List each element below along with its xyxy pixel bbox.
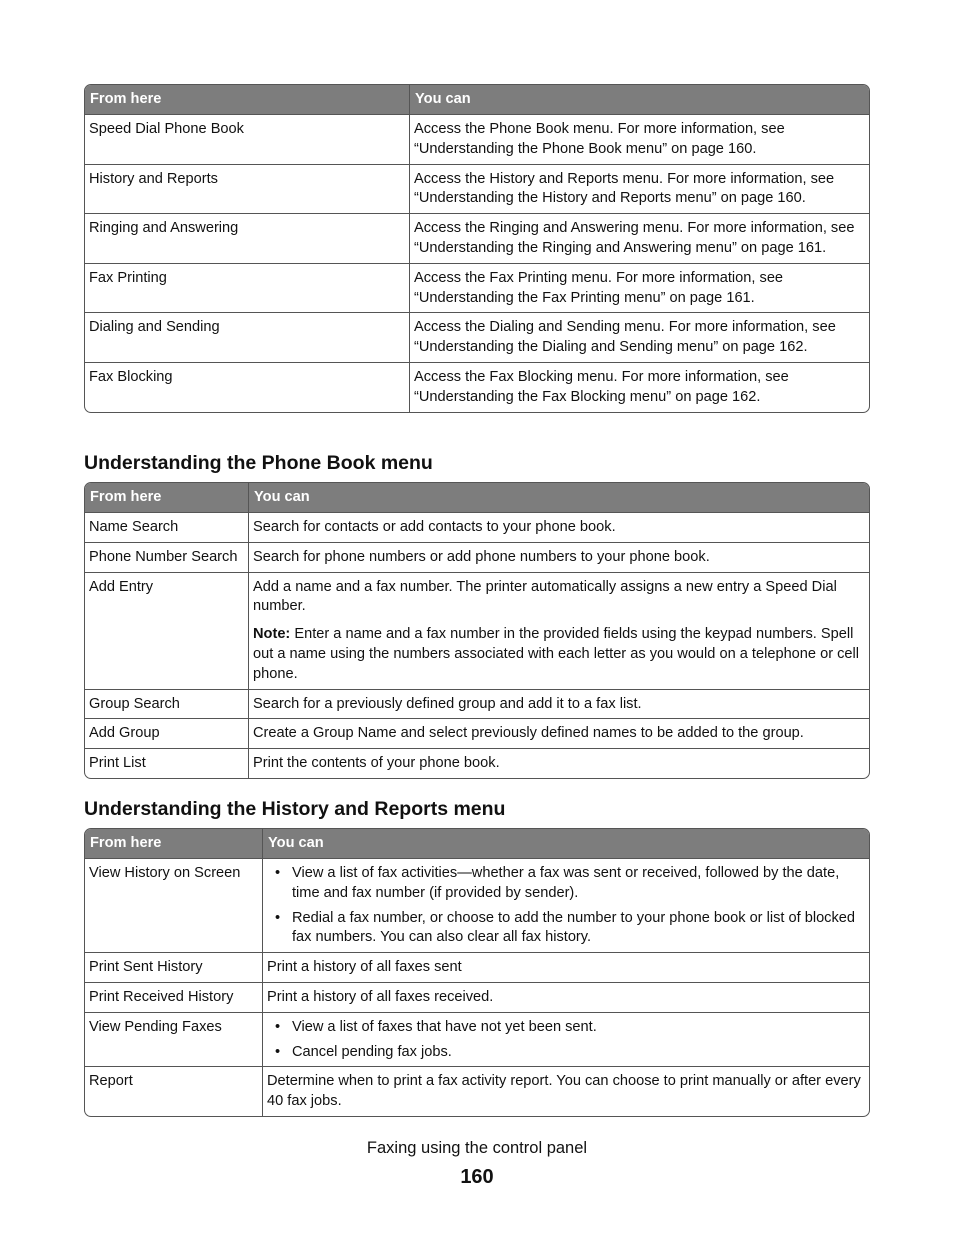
table-header-row [85, 85, 869, 115]
section-heading-history-reports: Understanding the History and Reports menu [84, 798, 506, 820]
table-row [85, 543, 869, 573]
cell-you-can [263, 1013, 869, 1068]
table-row [85, 690, 869, 720]
cell-from-here: History and Reports [85, 165, 410, 215]
bullet-item: • Redial a fax number, or choose to add the number to your phone book or list of blocked fax numbers. You can also clear all fax history. [267, 909, 865, 949]
column-header-you-can: You can [263, 829, 869, 859]
table-row [85, 953, 869, 983]
cell-from-here: Report [85, 1067, 263, 1116]
cell-you-can: Create a Group Name and select previously defined names to be added to the group. [249, 719, 869, 749]
note-paragraph [253, 625, 865, 684]
cell-from-here: Add Group [85, 719, 249, 749]
table-header-row [85, 829, 869, 859]
table-row [85, 264, 869, 314]
cell-from-here: Fax Printing [85, 264, 410, 314]
table-row [85, 513, 869, 543]
bullet-list [267, 1018, 865, 1063]
cell-from-here: Name Search [85, 513, 249, 543]
column-header-from-here: From here [85, 483, 249, 513]
table-row [85, 983, 869, 1013]
cell-you-can: Print the contents of your phone book. [253, 755, 500, 772]
cell-you-can: Access the Phone Book menu. For more information, see “Understanding the Phone Book menu” on page 160. [410, 115, 869, 165]
cell-you-can [249, 573, 869, 690]
cell-you-can: Print a history of all faxes sent [263, 953, 869, 983]
cell-from-here: Ringing and Answering [85, 214, 410, 264]
cell-you-can: Access the Fax Printing menu. For more information, see “Understanding the Fax Printing menu” on page 161. [410, 264, 869, 314]
cell-you-can: Access the Ringing and Answering menu. For more information, see “Understanding the Ringing and Answering menu” on page 161. [410, 214, 869, 264]
cell-text: Add a name and a fax number. The printer automatically assigns a new entry a Speed Dial number. [253, 578, 837, 615]
cell-from-here: View History on Screen [85, 859, 263, 953]
table-row [85, 363, 869, 412]
table-row [85, 1067, 869, 1116]
table-row [85, 573, 869, 690]
cell-from-here: Dialing and Sending [85, 313, 410, 363]
cell-from-here: Group Search [85, 690, 249, 720]
cell-from-here: Print Sent History [85, 953, 263, 983]
footer-chapter-title: Faxing using the control panel [366, 1139, 588, 1157]
note-label: Note: [253, 626, 291, 643]
table-row [85, 214, 869, 264]
column-header-from-here: From here [85, 85, 410, 115]
cell-from-here: Add Entry [85, 573, 249, 690]
table-row [85, 313, 869, 363]
table-row [85, 719, 869, 749]
cell-from-here: View Pending Faxes [85, 1013, 263, 1068]
section-heading-phone-book: Understanding the Phone Book menu [84, 452, 433, 474]
cell-you-can: Access the Fax Blocking menu. For more information, see “Understanding the Fax Blocking menu” on page 162. [414, 368, 789, 405]
note-text: Enter a name and a fax number in the provided fields using the keypad numbers. Spell out a name using the numbers associated with each letter as you would on a telephone or cell phone. [253, 626, 860, 682]
cell-you-can: Access the History and Reports menu. For more information, see “Understanding the History and Reports menu” on page 160. [410, 165, 869, 215]
bullet-item: • Cancel pending fax jobs. [267, 1043, 865, 1063]
menu-table [84, 84, 870, 413]
cell-you-can: Search for phone numbers or add phone numbers to your phone book. [249, 543, 869, 573]
table-row [85, 1013, 869, 1068]
phone-book-table [84, 482, 870, 779]
table-header-row [85, 483, 869, 513]
cell-from-here: Print List [85, 749, 249, 778]
table-row [85, 859, 869, 953]
history-reports-table [84, 828, 870, 1117]
cell-you-can [263, 859, 869, 953]
column-header-you-can: You can [410, 85, 869, 115]
bullet-item: • View a list of fax activities—whether a fax was sent or received, followed by the date, time and fax number (if provided by sender). [267, 864, 865, 904]
table-row [85, 749, 869, 778]
column-header-from-here: From here [85, 829, 263, 859]
table-row [85, 165, 869, 215]
bullet-list [267, 864, 865, 948]
table-row [85, 115, 869, 165]
cell-from-here: Fax Blocking [85, 363, 410, 412]
cell-you-can: Determine when to print a fax activity report. You can choose to print manually or after every 40 fax jobs. [267, 1073, 861, 1110]
cell-you-can: Access the Dialing and Sending menu. For more information, see “Understanding the Dialing and Sending menu” on page 162. [410, 313, 869, 363]
bullet-item: • View a list of faxes that have not yet been sent. [267, 1018, 865, 1038]
cell-you-can: Search for a previously defined group and add it to a fax list. [249, 690, 869, 720]
cell-from-here: Print Received History [85, 983, 263, 1013]
column-header-you-can: You can [249, 483, 869, 513]
cell-from-here: Phone Number Search [85, 543, 249, 573]
page-number: 160 [460, 1166, 494, 1188]
cell-you-can: Search for contacts or add contacts to your phone book. [249, 513, 869, 543]
cell-you-can: Print a history of all faxes received. [263, 983, 869, 1013]
cell-from-here: Speed Dial Phone Book [85, 115, 410, 165]
